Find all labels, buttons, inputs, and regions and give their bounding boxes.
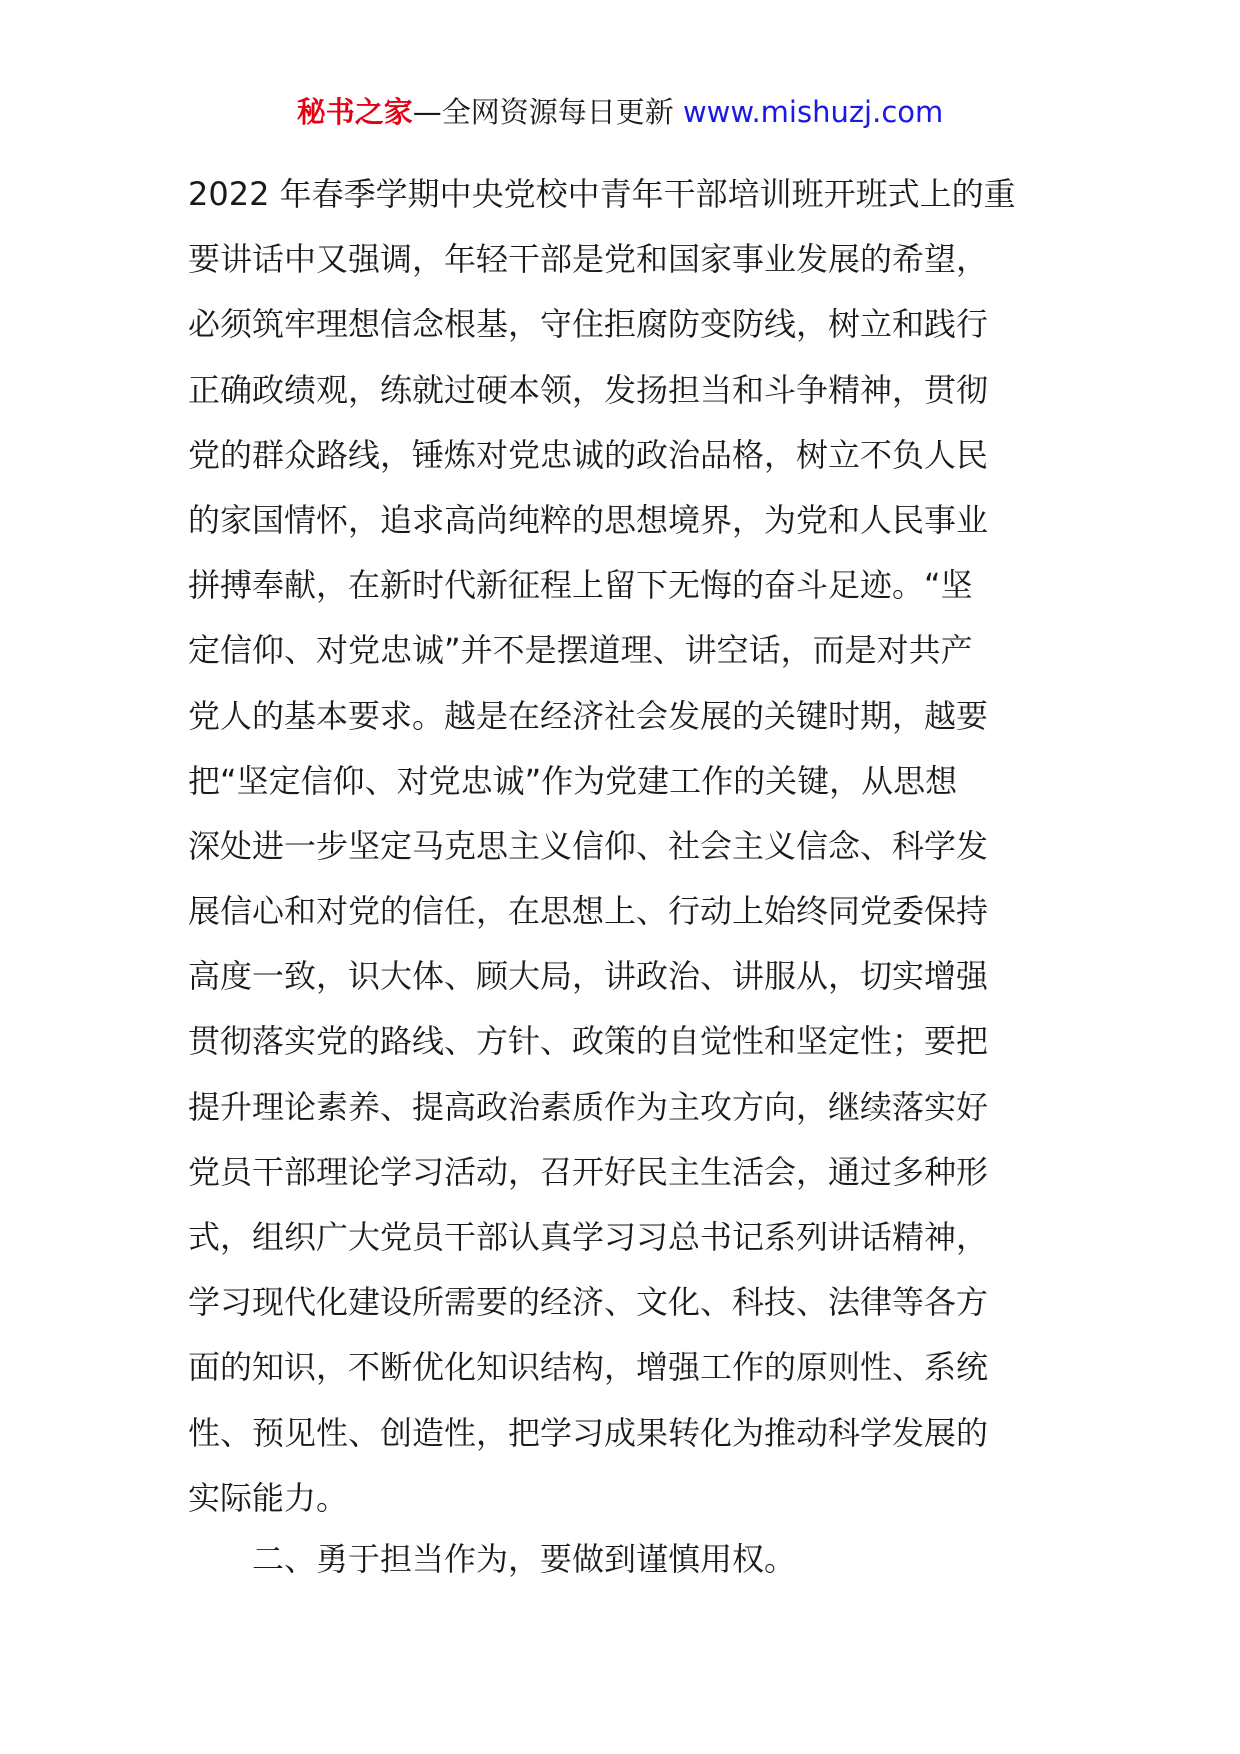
paragraph-line: 深处进一步坚定马克思主义信仰、社会主义信念、科学发	[188, 826, 989, 865]
paragraph-line: 2022 年春季学期中央党校中青年干部培训班开班式上的重	[188, 175, 1016, 213]
paragraph-line: 把“坚定信仰、对党忠诚”作为党建工作的关键，从思想	[188, 761, 958, 800]
paragraph-line: 党员干部理论学习活动，召开好民主生活会，通过多种形	[188, 1152, 989, 1191]
paragraph-line: 必须筑牢理想信念根基，守住拒腐防变防线，树立和践行	[188, 305, 989, 344]
paragraph-line: 定信仰、对党忠诚”并不是摆道理、讲空话，而是对共产	[188, 631, 973, 670]
paragraph-line: 式，组织广大党员干部认真学习习总书记系列讲话精神，	[188, 1218, 989, 1256]
paragraph-line: 贯彻落实党的路线、方针、政策的自觉性和坚定性；要把	[188, 1022, 989, 1061]
paragraph-line: 学习现代化建设所需要的经济、文化、科技、法律等各方	[188, 1283, 989, 1322]
paragraph-line: 正确政绩观，练就过硬本领，发扬担当和斗争精神，贯彻	[188, 370, 989, 409]
site-header	[0, 92, 1240, 132]
paragraph-line: 拼搏奉献，在新时代新征程上留下无悔的奋斗足迹。“坚	[188, 566, 973, 605]
paragraph-line: 的家国情怀，追求高尚纯粹的思想境界，为党和人民事业	[188, 500, 989, 539]
paragraph-line: 提升理论素养、提高政治素质作为主攻方向，继续落实好	[188, 1087, 989, 1126]
paragraph-line: 党的群众路线，锤炼对党忠诚的政治品格，树立不负人民	[188, 435, 989, 474]
site-url-link[interactable]: www.mishuzj.com	[682, 95, 944, 129]
paragraph-line: 实际能力。	[188, 1478, 349, 1517]
section-heading: 二、勇于担当作为，要做到谨慎用权。	[252, 1540, 797, 1578]
site-tagline: —全网资源每日更新	[412, 95, 683, 129]
paragraph-line: 党人的基本要求。越是在经济社会发展的关键时期，越要	[188, 696, 989, 735]
paragraph-line: 高度一致，识大体、顾大局，讲政治、讲服从，切实增强	[188, 957, 989, 996]
body-paragraph	[188, 162, 1056, 1531]
site-brand: 秘书之家	[296, 95, 413, 129]
paragraph-line: 面的知识，不断优化知识结构，增强工作的原则性、系统	[188, 1348, 989, 1387]
paragraph-line: 要讲话中又强调，年轻干部是党和国家事业发展的希望，	[188, 240, 989, 279]
paragraph-line: 展信心和对党的信任，在思想上、行动上始终同党委保持	[188, 892, 989, 931]
paragraph-line: 性、预见性、创造性，把学习成果转化为推动科学发展的	[188, 1413, 989, 1452]
